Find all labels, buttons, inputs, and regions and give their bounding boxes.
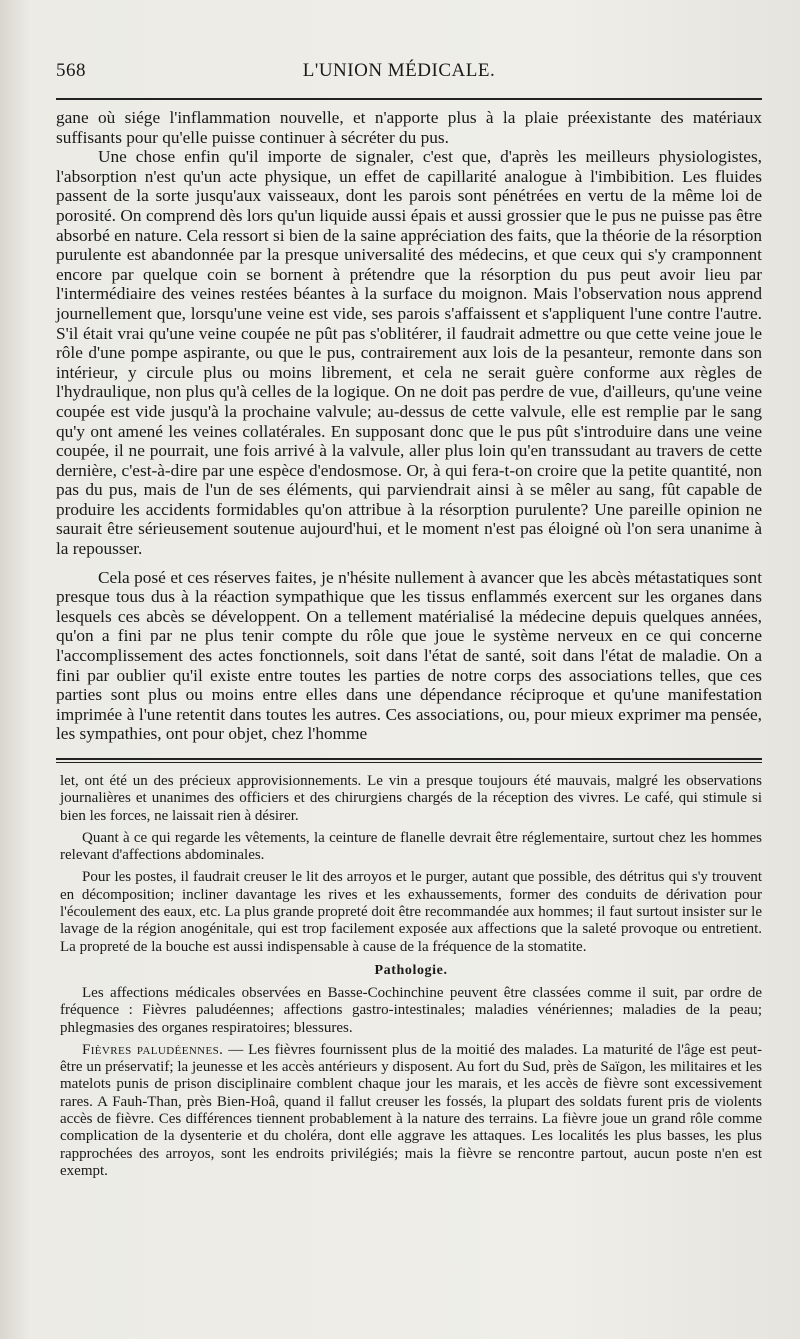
- running-title: L'UNION MÉDICALE.: [302, 60, 496, 81]
- footnote-separator: [56, 758, 762, 763]
- paragraph: Une chose enfin qu'il importe de signaler, c'est que, d'après les meilleurs physiologistes, l'absorption n'est qu'un acte physique, un effet de capillarité analogue à l'imbibition. Les fluides passent de la sorte jusqu'aux vaisseaux, dont les parois sont pénétrées en vertu de la même loi de porosité. On comprend dès lors qu'un liquide aussi épais et aussi grossier que le pus ne puisse pas être absorbé en nature. Cela ressort si bien de la saine appréciation des faits, que la théorie de la résorption purulente est abandonnée par la presque universalité des médecins, et que ceux qui s'y cramponnent encore par quelque coin se bornent à prétendre que la résorption du pus peut avoir lieu par l'intermédiaire des veines restées béantes à la surface du moignon. Mais l'observation nous apprend journellement que, lorsqu'une veine est vide, ses parois s'affaissent et s'appliquent l'une contre l'autre. S'il était vrai qu'une veine coupée ne pût pas s'oblitérer, il faudrait admettre ou que cette veine joue le rôle d'une pompe aspirante, ou que le pus, contrairement aux lois de la pesanteur, remonte dans son intérieur, y circule plus ou moins librement, et cela ne serait guère conforme aux règles de l'hydraulique, non plus qu'à celles de la logique. On ne doit pas perdre de vue, d'ailleurs, qu'une veine coupée est vide jusqu'à la prochaine valvule; au-dessus de cette valvule, elle est remplie par le sang qu'y ont amené les veines collatérales. En supposant donc que le pus pût s'introduire dans une veine coupée, il ne pourrait, une fois arrivé à la valvule, aller plus loin qu'en transsudant au travers de cette dernière, c'est-à-dire par une espèce d'endosmose. Or, à qui fera-t-on croire que la petite quantité, non pas du pus, mais de l'un de ses éléments, qui parviendrait ainsi à se mêler au sang, fût capable de produire les accidents formidables qu'on attribue à la résorption purulente? Une pareille opinion ne saurait être sérieusement soutenue aujourd'hui, et le moment n'est pas éloigné où l'on sera unanime à la repousser.: [56, 147, 762, 559]
- note-paragraph: [60, 1042, 762, 1180]
- note-paragraph: Pour les postes, il faudrait creuser le lit des arroyos et le purger, autant que possible, des détritus qui s'y trouvent en décomposition; incliner davantage les rives et les exhaussements, former des conduits de dérivation pour l'écoulement des eaux, etc. La plus grande propreté doit être recommandée aux hommes; il faut surtout insister sur le lavage de la région anogénitale, qui est trop facilement exposée aux affections que la saleté provoque ou entretient. La propreté de la bouche est aussi indispensable à cause de la fréquence de la stomatite.: [60, 869, 762, 955]
- header-rule: [56, 98, 762, 100]
- section-heading: Pathologie.: [374, 962, 448, 978]
- note-paragraph: Les affections médicales observées en Basse-Cochinchine peuvent être classées comme il suit, par ordre de fréquence : Fièvres paludéennes; affections gastro-intestinales; maladies vénériennes; maladies de la peau; phlegmasies des organes respiratoires; blessures.: [60, 984, 762, 1036]
- note-paragraph: Quant à ce qui regarde les vêtements, la ceinture de flanelle devrait être réglementaire, surtout chez les hommes relevant d'affections abdominales.: [60, 829, 762, 864]
- main-text: [56, 108, 762, 744]
- page-number: 568: [56, 60, 86, 81]
- running-header: [56, 60, 762, 92]
- note-paragraph-body: — Les fièvres fournissent plus de la moitié des malades. La maturité de l'âge est peut-être un préservatif; la jeunesse et les accès antérieurs y disposent. Au fort du Sud, près de Saïgon, les militaires et les matelots punis de prison disciplinaire comblent chaque jour les marais, et les accès de fièvre sont excessivement rares. A Fauh-Than, près Bien-Hoâ, quand il fallut creuser les fossés, la plupart des soldats furent pris de violents accès de fièvre. Ces différences tiennent probablement à la nature des terrains. La fièvre joue un grand rôle comme complication de la dysenterie et du choléra, dont elle aggrave les attaques. Les localités les plus basses, les plus rapprochées des arroyos, sont les endroits privilégiés; mais la fièvre se rencontre partout, aucun poste n'en est exempt.: [60, 1041, 762, 1179]
- paragraph: Cela posé et ces réserves faites, je n'hésite nullement à avancer que les abcès métastatiques sont presque tous dus à la réaction sympathique que les tissus enflammés exercent sur les organes dans lesquels ces abcès se développent. On a tellement matérialisé la médecine depuis quelques années, qu'on a fini par ne plus tenir compte du rôle que joue le système nerveux en ce qui concerne l'accomplissement des actes fonctionnels, soit dans l'état de santé, soit dans l'état de maladie. On a fini par oublier qu'il existe entre toutes les parties de notre corps des associations telles, que ces parties sont plus ou moins entre elles dans une dépendance réciproque et qu'une manifestation imprimée à l'une retentit dans toutes les autres. Ces associations, ou, pour mieux exprimer ma pensée, les sympathies, ont pour objet, chez l'homme: [56, 567, 762, 744]
- footnote-text: [56, 773, 762, 1180]
- note-paragraph: let, ont été un des précieux approvisionnements. Le vin a presque toujours été mauvais, malgré les observations journalières et unanimes des officiers et des chirurgiens chargés de la réception des vivres. Le café, qui stimule si bien les forces, ne laissait rien à désirer.: [60, 773, 762, 824]
- paragraph: gane où siége l'inflammation nouvelle, et n'apporte plus à la plaie préexistante des matériaux suffisants pour qu'elle puisse continuer à sécréter du pus.: [56, 108, 762, 147]
- lead-term: Fièvres paludéennes.: [82, 1041, 224, 1058]
